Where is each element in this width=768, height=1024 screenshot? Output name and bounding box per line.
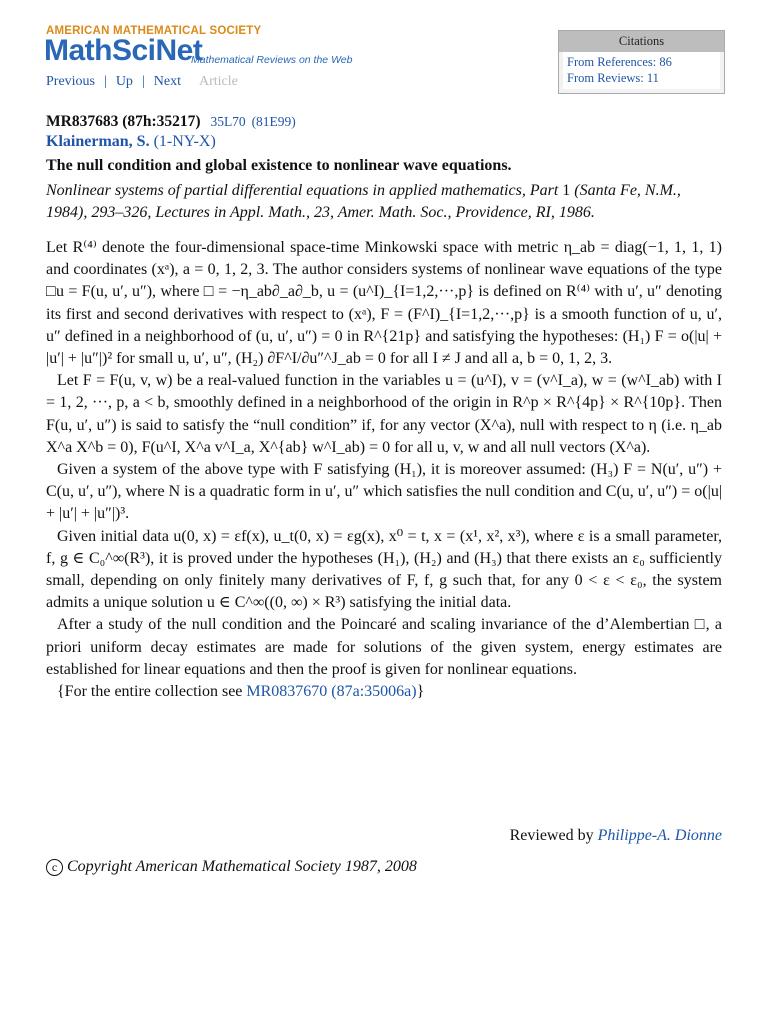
previous-link[interactable]: Previous (46, 74, 95, 89)
citations-box (558, 30, 725, 94)
nav-separator: | (141, 74, 145, 89)
secondary-classification-link[interactable]: (81E99) (251, 114, 296, 129)
next-link[interactable]: Next (153, 74, 181, 89)
copyright-line (46, 858, 417, 876)
from-references-link[interactable]: From References: 86 (567, 55, 672, 69)
citations-body (563, 52, 720, 89)
copyright-icon: c (46, 859, 63, 876)
reviewed-by-label: Reviewed by (509, 827, 598, 844)
copyright-text: Copyright American Mathematical Society 1987, 2008 (67, 858, 417, 875)
review-paragraph-6 (46, 681, 722, 703)
mr-number: MR837683 (87h:35217) (46, 113, 201, 130)
collection-link[interactable]: MR0837670 (87a:35006a) (246, 683, 417, 701)
review-paragraph-1: Let R⁽⁴⁾ denote the four-dimensional space-time Minkowski space with metric η_ab = diag(−1, 1, 1, 1) and coordinates (xᵃ), a = 0, 1, 2, 3. The author considers systems of nonlinear wave equations of the type □u = F(u, u′, u″), where □ = −η_ab∂_a∂_b, u = (u^I)_{I=1,2,···,p} is defined on R⁽⁴⁾ with u′, u″ denoting its first and second derivatives with respect to (xᵃ), F = (F^I)_{I=1,2,···,p} is a smooth function of u, u′, u″ defined in a neighborhood of (u, u′, u″) = 0 in R^{21p} and satisfying the hypotheses: (H₁) F = o(|u| + |u′| + |u″|)² for small u, u′, u″, (H₂) ∂F^I/∂u″^J_ab = 0 for all I ≠ J and all a, b = 0, 1, 2, 3. (46, 239, 723, 368)
primary-classification-link[interactable]: 35L70 (210, 114, 246, 129)
review-body (46, 237, 722, 703)
up-link[interactable]: Up (115, 74, 133, 89)
source-details: (Santa Fe, N.M., 1984), 293–326, Lectures in Appl. Math., 23, Amer. Math. Soc., Providence, RI, 1986. (46, 182, 681, 221)
mathscinet-logo[interactable]: MathSciNet (44, 34, 203, 67)
author-line (46, 133, 216, 151)
source-collection: Nonlinear systems of partial differential equations in applied mathematics, Part (46, 182, 559, 199)
source-citation (46, 180, 722, 224)
paper-title: The null condition and global existence to nonlinear wave equations. (46, 157, 512, 174)
review-paragraph-3: Given a system of the above type with F satisfying (H₁), it is moreover assumed: (H₃) F = N(u′, u″) + C(u, u′, u″), where N is a quadratic form in u′, u″ which satisfies the null condition and C(u, u′, u″) = o(|u| + |u′| + |u″|)³. (46, 461, 723, 523)
citations-title: Citations (559, 31, 724, 52)
source-part: 1 (558, 182, 575, 199)
reviewer-link[interactable]: Philippe-A. Dionne (597, 827, 722, 844)
collection-note-end: } (416, 683, 425, 701)
review-paragraph-4: Given initial data u(0, x) = εf(x), u_t(0, x) = εg(x), x⁰ = t, x = (x¹, x², x³), where ε is a small parameter, f, g ∈ C₀^∞(R³), it is proved under the hypotheses (H₁), (H₂) and (H₃) that there exists an ε₀ sufficiently small, depending on only finitely many derivatives of F, f, g such that, for any 0 < ε < ε₀, the system admits a unique solution u ∈ C^∞((0, ∞) × R³) satisfying the initial data. (46, 527, 722, 612)
collection-note: {For the entire collection see (57, 683, 247, 701)
ams-header: AMERICAN MATHEMATICAL SOCIETY (46, 25, 262, 37)
review-paragraph-5: After a study of the null condition and the Poincaré and scaling invariance of the d’Alembertian □, a priori uniform decay estimates are made for solutions of the given system, energy estimates are established for linear equations and then the proof is given for nonlinear equations. (46, 616, 722, 678)
from-reviews-link[interactable]: From Reviews: 11 (567, 71, 659, 85)
mr-number-line (46, 113, 296, 131)
article-link-disabled: Article (198, 74, 238, 89)
review-paragraph-2: Let F = F(u, v, w) be a real-valued function in the variables u = (u^I), v = (v^I_a), w = (w^I_ab) with I = 1, 2, ···, p, a < b, smoothly defined in a neighborhood of the origin in R^p × R^{4p} × R^{10p}. Then F(u, u′, u″) is said to satisfy the “null condition” if, for any vector (X^a), null with respect to η (i.e. η_ab X^a X^b = 0), F(u^I, X^a v^I_a, X^{ab} w^I_ab) = 0 for all u, v, w and all null vectors (X^a). (46, 372, 722, 456)
nav-separator: | (104, 74, 107, 89)
tagline: Mathematical Reviews on the Web (191, 54, 353, 66)
nav-bar (46, 74, 238, 90)
author-affiliation[interactable]: (1-NY-X) (153, 133, 216, 150)
author-link[interactable]: Klainerman, S. (46, 133, 150, 150)
reviewer-line (510, 827, 722, 845)
